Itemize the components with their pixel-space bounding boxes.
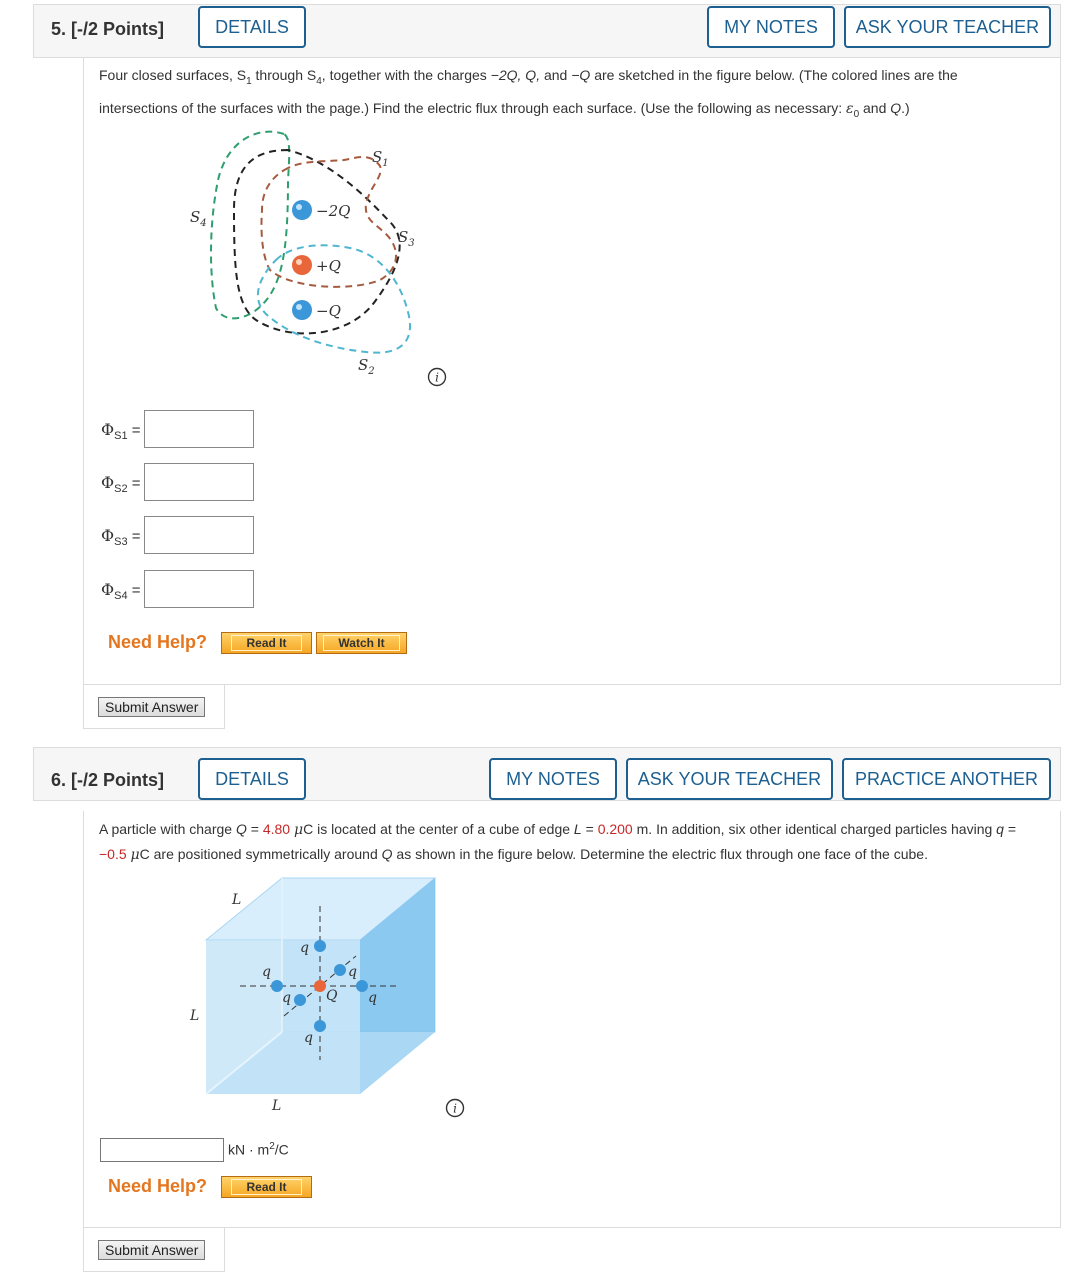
phi-s4-label: $\Phi_{S4}$ =	[101, 580, 141, 602]
charge-q-top	[314, 940, 326, 952]
q-label-bottom: q	[304, 1030, 313, 1046]
q6-practice-another-button[interactable]: PRACTICE ANOTHER	[842, 758, 1051, 800]
surface-s4-curve	[211, 132, 289, 319]
q5-ask-teacher-button[interactable]: ASK YOUR TEACHER	[844, 6, 1051, 48]
charge-center-q	[314, 980, 326, 992]
q-label-left: q	[262, 964, 271, 980]
phi-s3-input[interactable]	[144, 516, 254, 554]
q-label-front: q	[282, 990, 291, 1006]
charge-q-front	[294, 994, 306, 1006]
q6-my-notes-button[interactable]: MY NOTES	[489, 758, 617, 800]
charge-q-right	[356, 980, 368, 992]
q-label-top: q	[300, 940, 309, 956]
q6-prompt: A particle with charge Q = 4.80 μC is located at the center of a cube of edge L = 0.200 m. In addition, six other identical charged particles having q = −0.5 μC are positioned symmetrically around Q as shown in the figure below. Determine the electric flux through one face of the cube.	[99, 821, 1017, 863]
q5-watch-it-button[interactable]: Watch It	[316, 632, 407, 654]
q5-submit-area	[83, 685, 225, 729]
q6-ask-teacher-button[interactable]: ASK YOUR TEACHER	[626, 758, 833, 800]
charge-negq	[292, 300, 312, 320]
phi-s2-input[interactable]	[144, 463, 254, 501]
q6-title	[51, 770, 164, 791]
q6-unit-label: kN · $m^2/C$	[228, 1141, 289, 1158]
phi-s1-label: $\Phi_{S1}$ =	[101, 420, 141, 442]
svg-text:i: i	[453, 1101, 457, 1116]
label-s2: $S_2$	[358, 356, 375, 377]
q6-submit-button[interactable]: Submit Answer	[98, 1240, 205, 1260]
phi-s2-label: $\Phi_{S2}$ =	[101, 473, 141, 495]
edge-label-bottom: L	[272, 1098, 282, 1114]
q6-number: 6.	[51, 770, 67, 790]
label-s4: $S_4$	[190, 208, 207, 229]
q6-need-help: Need Help?	[108, 1176, 208, 1196]
q5-number: 5.	[51, 19, 67, 39]
q5-info-icon[interactable]	[427, 367, 447, 387]
charge-posq	[292, 255, 312, 275]
q6-read-it-button[interactable]: Read It	[221, 1176, 312, 1198]
charge-q-bottom	[314, 1020, 326, 1032]
q-label-right: q	[368, 990, 377, 1006]
label-s3: $S_3$	[398, 228, 415, 249]
q5-points: [-/2 Points]	[71, 19, 165, 39]
q5-read-it-button[interactable]: Read It	[221, 632, 312, 654]
phi-s1-input[interactable]	[144, 410, 254, 448]
charge-label-posq: +Q	[316, 257, 341, 275]
center-q-label: Q	[326, 988, 338, 1004]
q5-title	[51, 19, 164, 40]
q5-submit-button[interactable]: Submit Answer	[98, 697, 205, 717]
edge-label-left: L	[190, 1008, 200, 1024]
q5-prompt: Four closed surfaces, $S_1$ through $S_4$, together with the charges −2Q, Q, and −Q are sketched in the figure below. (The colored lines are the intersections of the surfaces with the page.) Find the electric flux through each surface. (Use the following as necessary: $\varepsilon_0$ and Q.)	[99, 67, 958, 120]
q5-need-help: Need Help?	[108, 632, 208, 652]
charge-q-back	[334, 964, 346, 976]
cube-front-face	[206, 940, 360, 1094]
svg-text:i: i	[435, 370, 439, 385]
q5-details-button[interactable]: DETAILS	[198, 6, 306, 48]
q6-submit-area	[83, 1228, 225, 1272]
q6-info-icon[interactable]	[445, 1098, 465, 1118]
phi-s3-label: $\Phi_{S3}$ =	[101, 526, 141, 548]
charge-label-negq: −Q	[316, 302, 341, 320]
q6-details-button[interactable]: DETAILS	[198, 758, 306, 800]
q6-points: [-/2 Points]	[71, 770, 165, 790]
q5-figure	[180, 120, 440, 390]
charge-label-neg2q: −2Q	[316, 202, 351, 220]
edge-label-top: L	[232, 892, 242, 908]
charge-neg2q	[292, 200, 312, 220]
label-s1: $S_1$	[372, 148, 389, 169]
q-label-back: q	[348, 964, 357, 980]
q6-answer-input[interactable]	[100, 1138, 224, 1162]
q6-cube-figure	[180, 870, 450, 1120]
phi-s4-input[interactable]	[144, 570, 254, 608]
q5-my-notes-button[interactable]: MY NOTES	[707, 6, 835, 48]
